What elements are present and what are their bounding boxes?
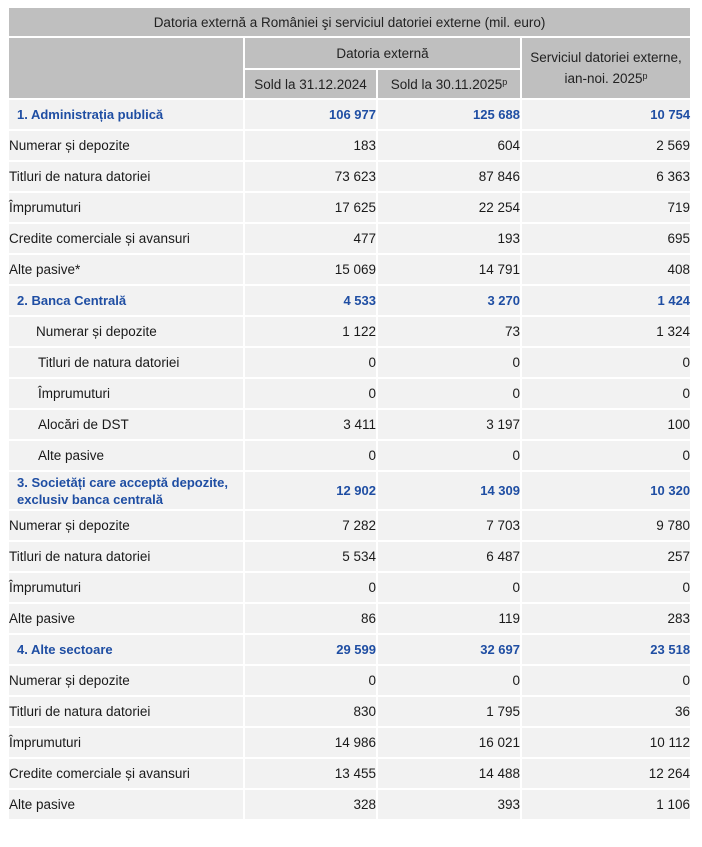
header-debt-service-label: Serviciul datoriei externe, ian-noi. 2025 xyxy=(530,50,682,86)
value-debt-service: 12 264 xyxy=(521,758,691,789)
value-debt-service: 408 xyxy=(521,254,691,285)
value-sold-2025: 125 688 xyxy=(377,99,521,130)
value-sold-2025: 14 791 xyxy=(377,254,521,285)
header-debt-service xyxy=(521,37,691,99)
value-debt-service: 10 112 xyxy=(521,727,691,758)
value-debt-service: 1 106 xyxy=(521,789,691,820)
value-sold-2025: 0 xyxy=(377,440,521,471)
value-sold-2024: 4 533 xyxy=(244,285,377,316)
value-sold-2025: 3 270 xyxy=(377,285,521,316)
value-debt-service: 0 xyxy=(521,440,691,471)
value-sold-2024: 328 xyxy=(244,789,377,820)
table-body xyxy=(8,99,691,820)
value-debt-service: 0 xyxy=(521,347,691,378)
value-debt-service: 1 424 xyxy=(521,285,691,316)
row-label: Împrumuturi xyxy=(8,572,244,603)
section-row xyxy=(8,634,691,665)
value-debt-service: 36 xyxy=(521,696,691,727)
table-row xyxy=(8,758,691,789)
value-sold-2025: 0 xyxy=(377,665,521,696)
table-row xyxy=(8,789,691,820)
value-sold-2025: 1 795 xyxy=(377,696,521,727)
value-sold-2024: 0 xyxy=(244,572,377,603)
value-sold-2024: 15 069 xyxy=(244,254,377,285)
row-label: Numerar și depozite xyxy=(8,130,244,161)
section-row xyxy=(8,471,691,510)
value-debt-service: 0 xyxy=(521,378,691,409)
value-sold-2025: 87 846 xyxy=(377,161,521,192)
value-sold-2025: 0 xyxy=(377,572,521,603)
value-debt-service: 257 xyxy=(521,541,691,572)
table-row xyxy=(8,161,691,192)
section-label: 4. Alte sectoare xyxy=(8,634,244,665)
table-title: Datoria externă a României şi serviciul datoriei externe (mil. euro) xyxy=(8,7,691,37)
header-sold-2025-label: Sold la 30.11.2025 xyxy=(390,76,503,92)
value-debt-service: 6 363 xyxy=(521,161,691,192)
table-row xyxy=(8,130,691,161)
value-sold-2024: 14 986 xyxy=(244,727,377,758)
value-debt-service: 1 324 xyxy=(521,316,691,347)
value-sold-2025: 73 xyxy=(377,316,521,347)
value-sold-2025: 16 021 xyxy=(377,727,521,758)
value-sold-2025: 22 254 xyxy=(377,192,521,223)
header-blank xyxy=(8,37,244,99)
value-debt-service: 0 xyxy=(521,665,691,696)
table-row xyxy=(8,696,691,727)
value-sold-2025: 193 xyxy=(377,223,521,254)
value-debt-service: 23 518 xyxy=(521,634,691,665)
row-label: Numerar și depozite xyxy=(8,316,244,347)
value-sold-2024: 17 625 xyxy=(244,192,377,223)
value-sold-2025: 0 xyxy=(377,347,521,378)
row-label: Credite comerciale și avansuri xyxy=(8,223,244,254)
row-label: Împrumuturi xyxy=(8,378,244,409)
table-row xyxy=(8,254,691,285)
value-sold-2024: 0 xyxy=(244,378,377,409)
value-sold-2025: 0 xyxy=(377,378,521,409)
value-sold-2024: 3 411 xyxy=(244,409,377,440)
section-row xyxy=(8,285,691,316)
external-debt-table xyxy=(7,6,692,821)
table-row xyxy=(8,223,691,254)
value-sold-2024: 0 xyxy=(244,665,377,696)
value-sold-2025: 6 487 xyxy=(377,541,521,572)
row-label: Alte pasive xyxy=(8,603,244,634)
header-external-debt: Datoria externă xyxy=(244,37,521,69)
row-label: Titluri de natura datoriei xyxy=(8,161,244,192)
value-debt-service: 695 xyxy=(521,223,691,254)
value-sold-2025: 604 xyxy=(377,130,521,161)
table-row xyxy=(8,572,691,603)
value-sold-2024: 0 xyxy=(244,347,377,378)
value-sold-2025: 14 309 xyxy=(377,471,521,510)
value-sold-2024: 106 977 xyxy=(244,99,377,130)
table-row xyxy=(8,727,691,758)
row-label: Titluri de natura datoriei xyxy=(8,541,244,572)
header-sold-2025 xyxy=(377,69,521,99)
row-label: Credite comerciale și avansuri xyxy=(8,758,244,789)
table-row xyxy=(8,541,691,572)
table-row xyxy=(8,192,691,223)
row-label: Alocări de DST xyxy=(8,409,244,440)
table-row xyxy=(8,316,691,347)
value-debt-service: 283 xyxy=(521,603,691,634)
value-sold-2024: 830 xyxy=(244,696,377,727)
value-sold-2024: 477 xyxy=(244,223,377,254)
row-label: Alte pasive xyxy=(8,789,244,820)
value-debt-service: 2 569 xyxy=(521,130,691,161)
row-label: Împrumuturi xyxy=(8,727,244,758)
section-label: 2. Banca Centrală xyxy=(8,285,244,316)
row-label: Împrumuturi xyxy=(8,192,244,223)
row-label: Titluri de natura datoriei xyxy=(8,347,244,378)
value-sold-2025: 32 697 xyxy=(377,634,521,665)
value-sold-2024: 13 455 xyxy=(244,758,377,789)
row-label: Alte pasive* xyxy=(8,254,244,285)
value-sold-2025: 14 488 xyxy=(377,758,521,789)
row-label: Titluri de natura datoriei xyxy=(8,696,244,727)
table-row xyxy=(8,665,691,696)
provisional-mark: p xyxy=(502,76,508,87)
section-row xyxy=(8,99,691,130)
table-row xyxy=(8,378,691,409)
section-label: 3. Societăți care acceptă depozite, exclusiv banca centrală xyxy=(8,471,244,510)
value-sold-2024: 73 623 xyxy=(244,161,377,192)
value-sold-2025: 7 703 xyxy=(377,510,521,541)
section-label: 1. Administrația publică xyxy=(8,99,244,130)
row-label: Numerar și depozite xyxy=(8,510,244,541)
table-row xyxy=(8,347,691,378)
value-sold-2024: 5 534 xyxy=(244,541,377,572)
value-debt-service: 9 780 xyxy=(521,510,691,541)
row-label: Alte pasive xyxy=(8,440,244,471)
value-sold-2024: 29 599 xyxy=(244,634,377,665)
table-row xyxy=(8,603,691,634)
table-row xyxy=(8,510,691,541)
value-sold-2025: 393 xyxy=(377,789,521,820)
table-row xyxy=(8,409,691,440)
value-sold-2024: 183 xyxy=(244,130,377,161)
header-sold-2024: Sold la 31.12.2024 xyxy=(244,69,377,99)
provisional-mark: p xyxy=(642,71,648,81)
row-label: Numerar și depozite xyxy=(8,665,244,696)
value-sold-2025: 119 xyxy=(377,603,521,634)
value-debt-service: 10 320 xyxy=(521,471,691,510)
value-debt-service: 10 754 xyxy=(521,99,691,130)
value-sold-2024: 7 282 xyxy=(244,510,377,541)
value-sold-2025: 3 197 xyxy=(377,409,521,440)
value-sold-2024: 1 122 xyxy=(244,316,377,347)
value-debt-service: 0 xyxy=(521,572,691,603)
value-sold-2024: 86 xyxy=(244,603,377,634)
table-row xyxy=(8,440,691,471)
value-sold-2024: 12 902 xyxy=(244,471,377,510)
value-debt-service: 719 xyxy=(521,192,691,223)
value-debt-service: 100 xyxy=(521,409,691,440)
value-sold-2024: 0 xyxy=(244,440,377,471)
